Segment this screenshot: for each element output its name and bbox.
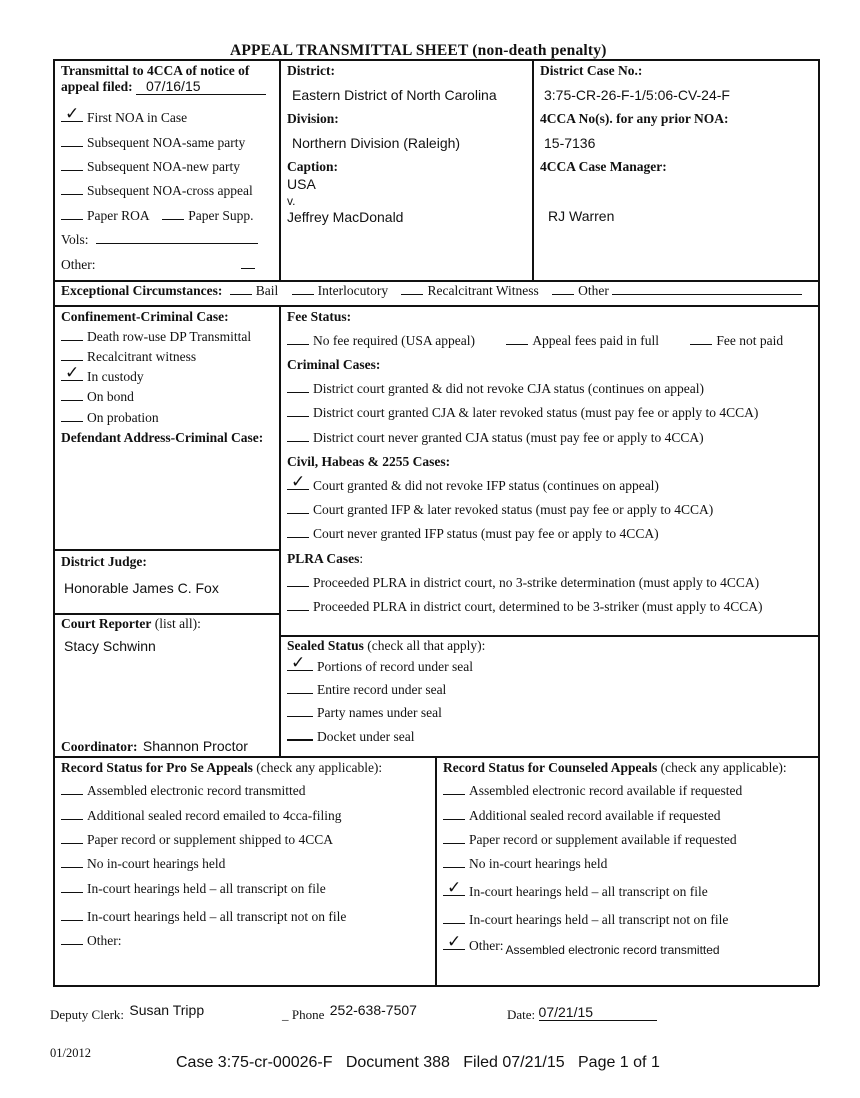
fees-paid-option[interactable]: Appeal fees paid in full — [532, 333, 660, 348]
phone-row: _ Phone 252-638-7507 — [282, 1002, 417, 1022]
transmittal-label: Transmittal to 4CCA of notice of — [61, 63, 250, 78]
pro-se-item-label: Paper record or supplement shipped to 4CCA — [87, 832, 333, 847]
exceptional-other-option[interactable]: Other — [578, 283, 609, 298]
crim-option-2[interactable] — [287, 405, 758, 421]
transmittal-date-field[interactable]: 07/16/15 — [136, 78, 266, 95]
revision-date: 01/2012 — [50, 1046, 91, 1060]
division-label: Division: — [287, 111, 339, 126]
sealed-docket-option[interactable] — [287, 728, 414, 745]
counseled-item-label: Assembled electronic record available if requested — [469, 783, 743, 798]
caption-party-1: USA — [287, 176, 316, 192]
caption-party-2: Jeffrey MacDonald — [287, 209, 404, 225]
plra-option-2-label: Proceeded PLRA in district court, determined to be 3-striker (must apply to 4CCA) — [313, 599, 763, 614]
civ-option-1[interactable] — [287, 472, 659, 494]
fee-options-row — [287, 333, 783, 349]
counseled-item-label: Paper record or supplement available if requested — [469, 832, 737, 847]
counseled-item-label: No in-court hearings held — [469, 856, 608, 871]
plra-label — [287, 551, 363, 567]
bond-option[interactable] — [61, 389, 134, 405]
sealed-portions-label: Portions of record under seal — [317, 659, 473, 674]
reporter-label-bold: Court Reporter — [61, 616, 152, 631]
exceptional-row — [61, 283, 802, 299]
sealed-label-rest: (check all that apply): — [367, 638, 486, 653]
counseled-item[interactable] — [443, 783, 742, 799]
pro-se-item[interactable] — [61, 933, 122, 949]
case-manager-value: RJ Warren — [548, 208, 615, 224]
coordinator-value: Shannon Proctor — [142, 738, 248, 754]
subsequent-same-label: Subsequent NOA-same party — [87, 135, 246, 150]
vols-field[interactable] — [96, 243, 258, 244]
pro-se-item-label: No in-court hearings held — [87, 856, 226, 871]
counseled-item[interactable] — [443, 808, 721, 824]
date-value[interactable]: 07/21/15 — [539, 1004, 657, 1021]
pro-se-item[interactable] — [61, 881, 326, 897]
paper-supp-label: Paper Supp. — [188, 208, 254, 223]
counseled-item[interactable] — [443, 832, 737, 848]
defendant-address-label: Defendant Address-Criminal Case: — [61, 430, 264, 445]
counseled-item[interactable] — [443, 856, 607, 872]
caption-label: Caption: — [287, 159, 339, 174]
counseled-item-label: In-court hearings held – all transcript not on file — [469, 912, 729, 927]
case-stamp: Case 3:75-cr-00026-F Document 388 Filed 07/21/15 Page 1 of 1 — [176, 1054, 660, 1071]
phone-value[interactable]: 252-638-7507 — [329, 1002, 417, 1018]
check-mark-icon: ✓ — [291, 653, 306, 673]
bond-label: On bond — [87, 389, 134, 404]
transmittal-date-label: appeal filed: — [61, 79, 133, 94]
judge-label: District Judge: — [61, 554, 147, 569]
pro-se-item-label: In-court hearings held – all transcript on file — [87, 881, 326, 896]
plra-label-rest: : — [359, 551, 364, 566]
first-noa-option[interactable] — [61, 104, 188, 126]
caption-versus: v. — [287, 194, 296, 208]
fee-not-paid-option[interactable]: Fee not paid — [716, 333, 784, 348]
deputy-clerk-row — [50, 1002, 205, 1022]
pro-se-label-bold: Record Status for Pro Se Appeals — [61, 760, 253, 775]
counseled-other-value: Assembled electronic record transmitted — [505, 943, 720, 957]
pro-se-label-rest: (check any applicable): — [256, 760, 383, 775]
check-mark-icon: ✓ — [291, 472, 306, 492]
pro-se-label — [61, 760, 382, 776]
reporter-label-rest: (list all): — [154, 616, 201, 631]
civil-cases-label: Civil, Habeas & 2255 Cases: — [287, 454, 451, 469]
check-mark-icon: ✓ — [65, 104, 80, 124]
subsequent-new-option[interactable] — [61, 159, 240, 175]
no-fee-option[interactable]: No fee required (USA appeal) — [313, 333, 475, 348]
district-value: Eastern District of North Carolina — [292, 87, 497, 103]
deputy-clerk-value[interactable]: Susan Tripp — [129, 1002, 205, 1018]
witness-option[interactable]: Recalcitrant Witness — [427, 283, 539, 298]
plra-option-1-label: Proceeded PLRA in district court, no 3-strike determination (must apply to 4CCA) — [313, 575, 760, 590]
death-row-label: Death row-use DP Transmittal — [87, 329, 252, 344]
division-value: Northern Division (Raleigh) — [292, 135, 461, 151]
pro-se-item-label: Other: — [87, 933, 122, 948]
counseled-label-bold: Record Status for Counseled Appeals — [443, 760, 658, 775]
bail-option[interactable]: Bail — [255, 283, 279, 298]
plra-label-bold: PLRA Cases — [287, 551, 360, 566]
pro-se-item[interactable] — [61, 783, 306, 799]
civ-option-3[interactable] — [287, 526, 659, 542]
sealed-entire-label: Entire record under seal — [317, 682, 447, 697]
other-field[interactable] — [241, 268, 255, 269]
district-label: District: — [287, 63, 335, 78]
pro-se-item[interactable] — [61, 832, 333, 848]
death-row-option[interactable] — [61, 329, 251, 345]
counseled-item[interactable] — [443, 878, 708, 900]
criminal-cases-label: Criminal Cases: — [287, 357, 381, 372]
vols-label: Vols: — [61, 232, 89, 247]
exceptional-other-field[interactable] — [612, 283, 802, 295]
check-mark-icon: ✓ — [447, 878, 462, 898]
counseled-item-label: Additional sealed record available if requested — [469, 808, 721, 823]
interlocutory-option[interactable]: Interlocutory — [317, 283, 389, 298]
counseled-item[interactable] — [443, 932, 720, 957]
counseled-label — [443, 760, 787, 776]
civ-option-3-label: Court never granted IFP status (must pay fee or apply to 4CCA) — [313, 526, 659, 541]
pro-se-item-label: Assembled electronic record transmitted — [87, 783, 306, 798]
counseled-item[interactable] — [443, 912, 728, 928]
check-mark-icon: ✓ — [447, 932, 462, 952]
custody-option[interactable] — [61, 363, 144, 385]
sealed-status-label — [287, 638, 485, 654]
first-noa-label: First NOA in Case — [87, 110, 188, 125]
crim-option-3-label: District court never granted CJA status (must pay fee or apply to 4CCA) — [313, 430, 704, 445]
counseled-item-label: In-court hearings held – all transcript on file — [469, 884, 708, 899]
sealed-docket-label: Docket under seal — [317, 729, 415, 744]
paper-roa-label: Paper ROA — [87, 208, 149, 223]
phone-label: Phone — [291, 1007, 325, 1022]
sealed-portions-option[interactable] — [287, 653, 473, 675]
date-label: Date: — [507, 1007, 536, 1022]
sealed-party-option[interactable] — [287, 705, 442, 721]
counseled-item-label: Other: — [469, 938, 504, 953]
civ-option-2-label: Court granted IFP & later revoked status (must pay fee or apply to 4CCA) — [313, 502, 714, 517]
deputy-clerk-label: Deputy Clerk: — [50, 1007, 125, 1022]
subsequent-cross-label: Subsequent NOA-cross appeal — [87, 183, 253, 198]
fee-status-label: Fee Status: — [287, 309, 352, 324]
vols-row — [61, 232, 258, 248]
judge-value: Honorable James C. Fox — [64, 580, 219, 596]
sealed-label-bold: Sealed Status — [287, 638, 364, 653]
crim-option-1-label: District court granted & did not revoke CJA status (continues on appeal) — [313, 381, 705, 396]
recalcitrant-option[interactable] — [61, 349, 196, 365]
case-manager-label: 4CCA Case Manager: — [540, 159, 667, 174]
civ-option-1-label: Court granted & did not revoke IFP status (continues on appeal) — [313, 478, 659, 493]
recalcitrant-label: Recalcitrant witness — [87, 349, 197, 364]
pro-se-item[interactable] — [61, 909, 346, 925]
date-row — [507, 1004, 657, 1021]
paper-roa-option[interactable] — [61, 208, 254, 224]
other-label: Other: — [61, 257, 96, 272]
check-mark-icon: ✓ — [65, 363, 80, 383]
subsequent-cross-option[interactable] — [61, 183, 253, 199]
counseled-label-rest: (check any applicable): — [660, 760, 787, 775]
prior-noa-label: 4CCA No(s). for any prior NOA: — [540, 111, 729, 126]
civ-option-2[interactable] — [287, 502, 713, 518]
custody-label: In custody — [87, 369, 144, 384]
crim-option-3[interactable] — [287, 430, 704, 446]
reporter-value: Stacy Schwinn — [64, 638, 156, 654]
pro-se-item[interactable] — [61, 856, 225, 872]
subsequent-new-label: Subsequent NOA-new party — [87, 159, 240, 174]
case-no-value: 3:75-CR-26-F-1/5:06-CV-24-F — [544, 87, 730, 103]
pro-se-item[interactable] — [61, 808, 342, 824]
crim-option-2-label: District court granted CJA & later revoked status (must pay fee or apply to 4CCA) — [313, 405, 759, 420]
page-title: APPEAL TRANSMITTAL SHEET (non-death penalty) — [230, 42, 607, 59]
plra-option-2[interactable] — [287, 599, 763, 615]
coordinator-label: Coordinator: — [61, 739, 138, 754]
sealed-entire-option[interactable] — [287, 682, 446, 698]
sealed-party-label: Party names under seal — [317, 705, 442, 720]
crim-option-1[interactable] — [287, 381, 704, 397]
coordinator-row — [61, 738, 248, 755]
exceptional-label: Exceptional Circumstances: — [61, 283, 223, 298]
pro-se-item-label: Additional sealed record emailed to 4cca-filing — [87, 808, 342, 823]
confinement-label: Confinement-Criminal Case: — [61, 309, 229, 324]
case-no-label: District Case No.: — [540, 63, 643, 78]
reporter-label — [61, 616, 201, 632]
subsequent-same-option[interactable] — [61, 135, 245, 151]
prior-noa-value: 15-7136 — [544, 135, 596, 151]
transmittal-date-row — [61, 78, 266, 95]
pro-se-item-label: In-court hearings held – all transcript not on file — [87, 909, 347, 924]
probation-option[interactable] — [61, 410, 159, 426]
other-row — [61, 257, 255, 273]
probation-label: On probation — [87, 410, 159, 425]
plra-option-1[interactable] — [287, 575, 759, 591]
